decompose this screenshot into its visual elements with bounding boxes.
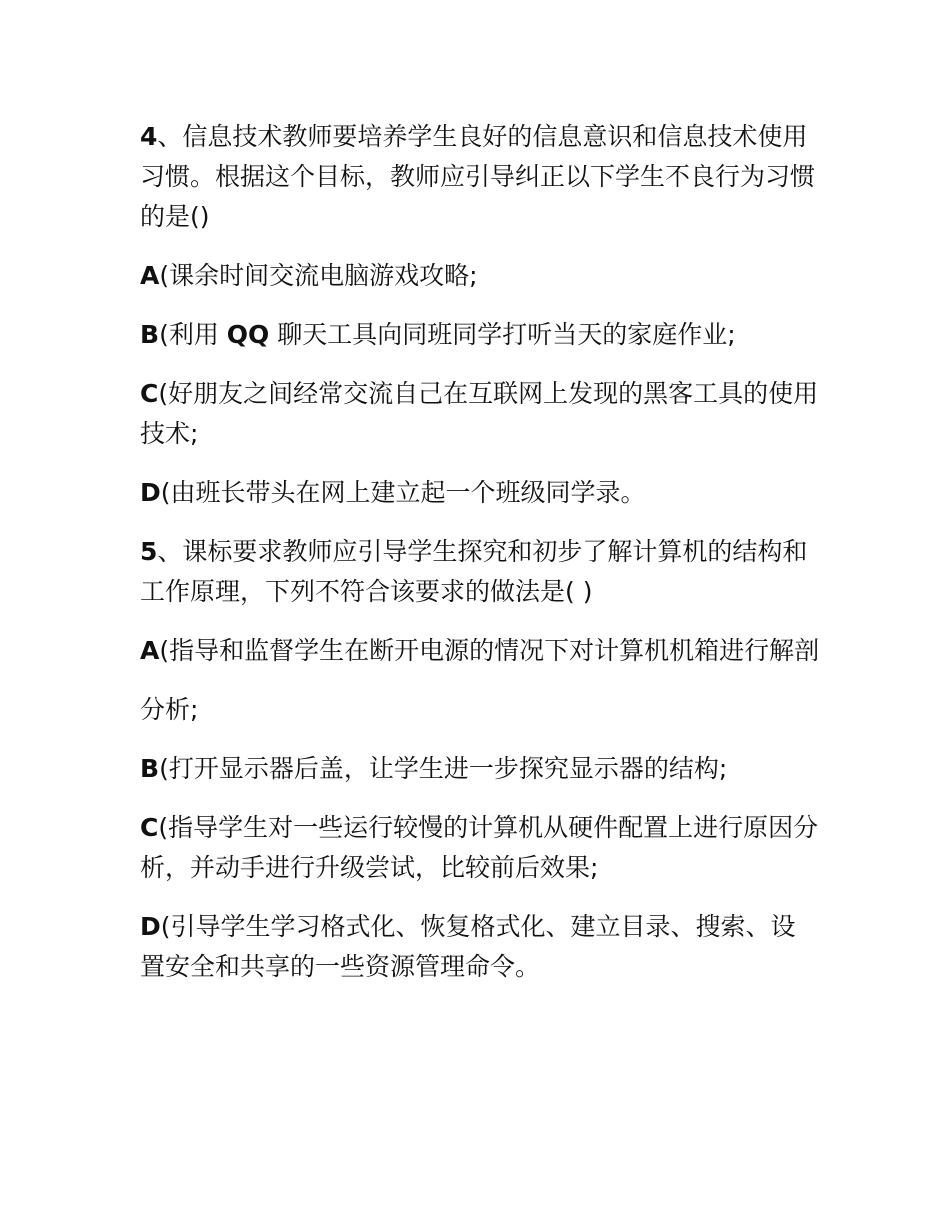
- option-text: (课余时间交流电脑游戏攻略;: [159, 261, 478, 290]
- option-label: C: [140, 379, 159, 408]
- question-4-number: 4: [140, 122, 158, 151]
- option-label: D: [140, 912, 161, 941]
- option-text: (由班长带头在网上建立起一个班级同学录。: [160, 478, 646, 507]
- question-5: [140, 532, 820, 612]
- question-4-option-a: [140, 256, 820, 296]
- option-text: (好朋友之间经常交流自己在互联网上发现的黑客工具的使用技术;: [140, 379, 819, 448]
- option-text: (引导学生学习格式化、恢复格式化、建立目录、搜索、设置安全和共享的一些资源管理命令。: [140, 912, 796, 981]
- question-4-option-c: [140, 374, 820, 454]
- question-4-option-b: [140, 315, 820, 355]
- option-label: B: [140, 320, 160, 349]
- option-label: A: [140, 261, 160, 290]
- question-5-option-b: [140, 749, 820, 789]
- document-body: [140, 117, 820, 1006]
- option-continuation-text: 分析;: [140, 695, 199, 724]
- option-text-after: 聊天工具向同班同学打听当天的家庭作业;: [269, 320, 736, 349]
- question-5-option-d: [140, 907, 820, 987]
- question-5-text: 、课标要求教师应引导学生探究和初步了解计算机的结构和工作原理，下列不符合该要求的做法是( ): [140, 537, 808, 606]
- question-5-option-a: [140, 631, 820, 671]
- option-text: (指导学生对一些运行较慢的计算机从硬件配置上进行原因分析，并动手进行升级尝试，比较前后效果;: [140, 813, 819, 882]
- option-bold-text: QQ: [226, 320, 270, 349]
- option-label: B: [140, 754, 160, 783]
- question-5-option-a-continuation: [140, 690, 820, 730]
- question-5-option-c: [140, 808, 820, 888]
- question-4-option-d: [140, 473, 820, 513]
- option-label: A: [140, 636, 160, 665]
- question-4: [140, 117, 820, 237]
- option-label: D: [140, 478, 161, 507]
- option-label: C: [140, 813, 159, 842]
- question-4-text: 、信息技术教师要培养学生良好的信息意识和信息技术使用习惯。根据这个目标，教师应引导纠正以下学生不良行为习惯的是(): [140, 122, 816, 231]
- question-5-number: 5: [140, 537, 158, 566]
- option-text: (指导和监督学生在断开电源的情况下对计算机机箱进行解剖: [159, 636, 820, 665]
- option-text-before: (利用: [159, 320, 227, 349]
- option-text: (打开显示器后盖，让学生进一步探究显示器的结构;: [159, 754, 728, 783]
